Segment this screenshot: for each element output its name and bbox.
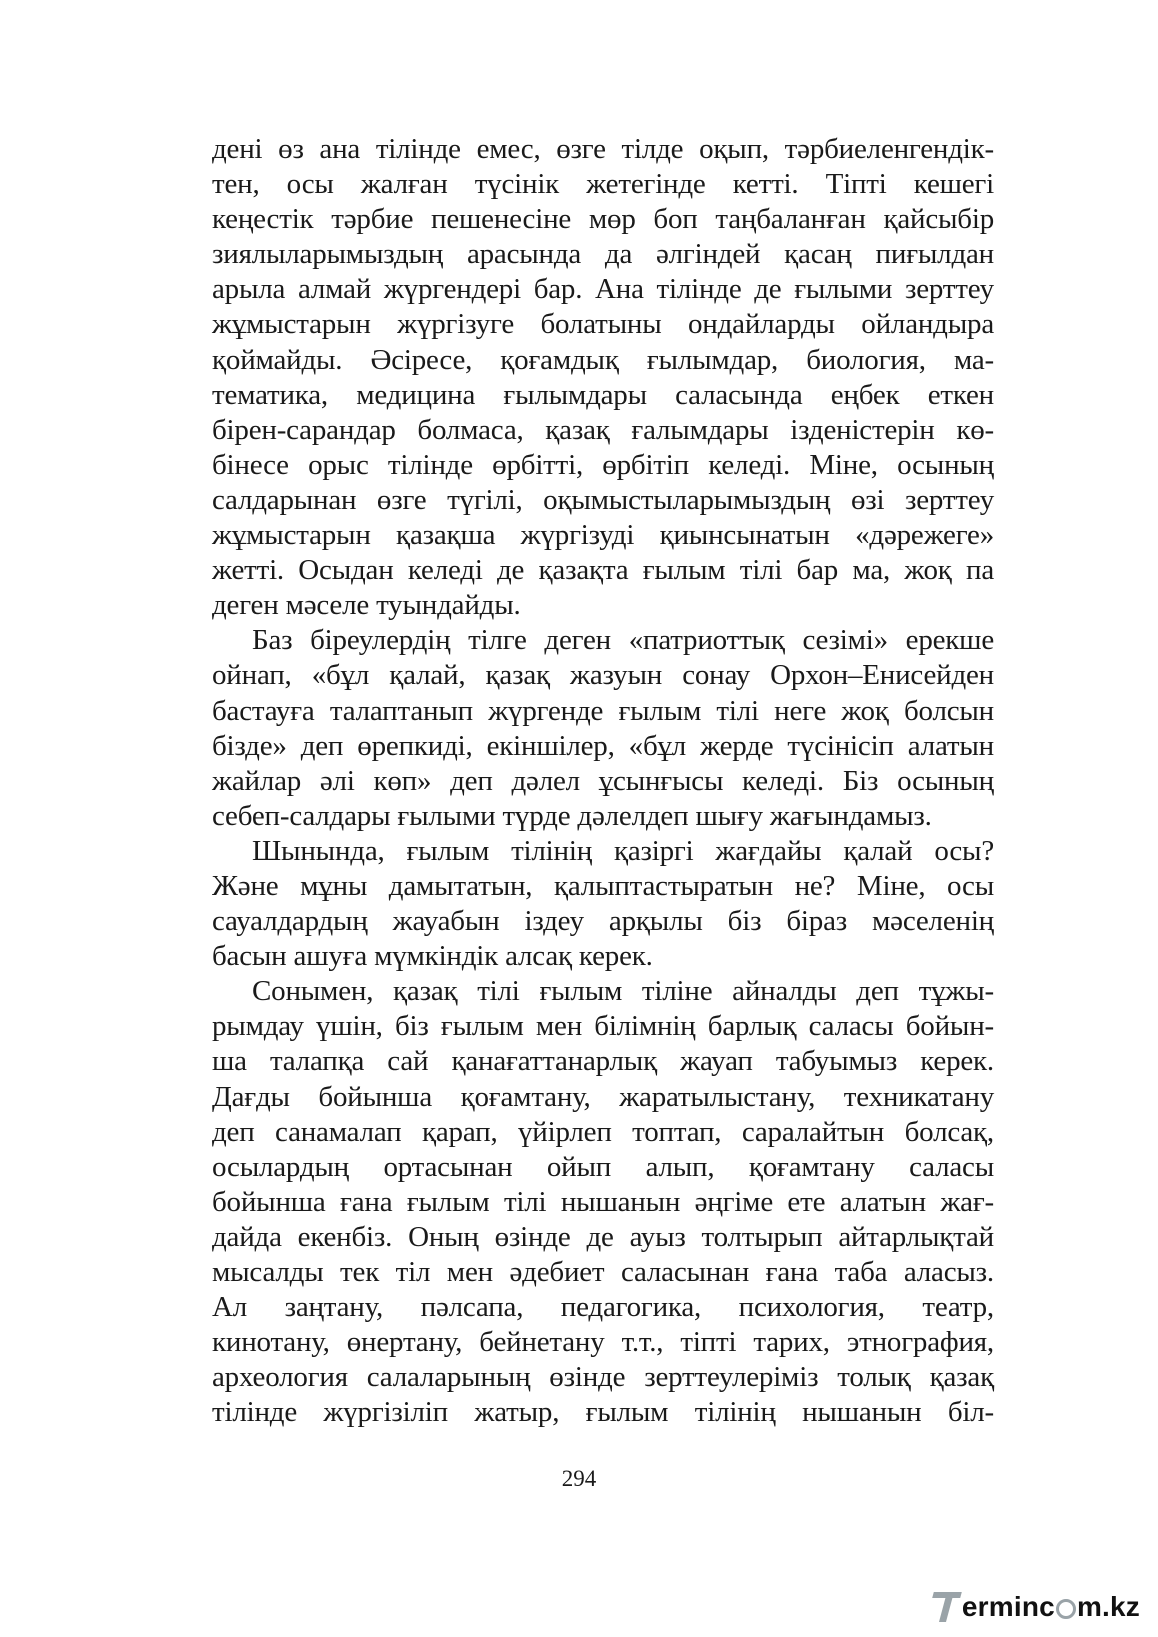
text-line: жетті. Осыдан келеді де қазақта ғылым тілі бар ма, жоқ па (212, 554, 994, 587)
text-line: мысалды тек тіл мен әдебиет саласынан ғана таба аласыз. (212, 1256, 994, 1288)
text-line: сауалдардың жауабын іздеу арқылы біз біраз мәселенің (212, 905, 994, 938)
text-line: дайда екенбіз. Оның өзінде де ауыз толтырып айтарлықтай (212, 1220, 994, 1253)
text-line: қоймайды. Әсіресе, қоғамдық ғылымдар, биология, ма- (212, 343, 994, 376)
site-watermark-logo (933, 1589, 1140, 1625)
text-line: бізде» деп өрепкиді, екіншілер, «бұл жерде түсінісіп алатын (212, 729, 994, 762)
text-line: кеңестік тәрбие пешенесіне мөр боп таңбаланған қайсыбір (212, 203, 994, 236)
text-line: салдарынан өзге түгілі, оқымыстыларымыздың өзі зерттеу (212, 483, 994, 516)
text-line: тематика, медицина ғылымдары саласында еңбек еткен (212, 378, 994, 411)
text-line: Сонымен, қазақ тілі ғылым тіліне айналды деп тұжы- (252, 975, 994, 1008)
text-line: себеп-салдары ғылыми түрде дәлелдеп шығу жағындамыз. (212, 799, 932, 832)
watermark-text-end: m.kz (1076, 1591, 1140, 1622)
watermark-t-letter-icon (933, 1590, 961, 1624)
text-line: бойынша ғана ғылым тілі нышанын әңгіме ете алатын жағ- (212, 1185, 994, 1218)
text-line: жұмыстарын жүргізуге болатыны ондайларды ойландыра (212, 308, 994, 341)
text-line: рымдау үшін, біз ғылым мен білімнің барлық саласы бойын- (212, 1010, 994, 1043)
text-line: ойнап, «бұл қалай, қазақ жазуын сонау Орхон–Енисейден (212, 659, 994, 692)
text-line: бінесе орыс тілінде өрбітті, өрбітіп келеді. Міне, осының (212, 448, 994, 481)
text-line: деп санамалап қарап, үйірлеп топтап, саралайтын болсақ, (212, 1115, 994, 1148)
text-line: басын ашуға мүмкіндік алсақ керек. (212, 940, 653, 973)
text-line: бастауға талаптанып жүргенде ғылым тілі неге жоқ болсын (212, 694, 994, 727)
text-line: жұмыстарын қазақша жүргізуді қиынсынатын «дәрежеге» (212, 519, 994, 552)
text-line: археология салаларының өзінде зерттеулеріміз толық қазақ (212, 1361, 994, 1394)
text-line: ша талапқа сай қанағаттанарлық жауап табуымыз керек. (212, 1045, 994, 1078)
text-line: осылардың ортасынан ойып алып, қоғамтану саласы (212, 1150, 994, 1183)
text-line: тілінде жүргізіліп жатыр, ғылым тілінің нышанын біл- (212, 1396, 994, 1429)
text-line: бірен-сарандар болмаса, қазақ ғалымдары ізденістерін кө- (212, 413, 994, 446)
text-line: тен, осы жалған түсінік жетегінде кетті. Тіпті кешегі (212, 168, 994, 201)
text-line: зиялыларымыздың арасында да әлгіндей қасаң пиғылдан (212, 238, 994, 271)
text-line: жайлар әлі көп» деп дәлел ұсынғысы келеді. Біз осының (212, 764, 994, 797)
text-line: Ал заңтану, пәлсапа, педагогика, психология, театр, (212, 1291, 994, 1324)
text-line: деген мәселе туындайды. (212, 589, 521, 622)
text-line: Баз біреулердің тілге деген «патриоттық сезімі» ерекше (252, 624, 994, 657)
text-line: Шынында, ғылым тілінің қазіргі жағдайы қалай осы? (252, 834, 994, 867)
magnifier-o-icon (1056, 1599, 1076, 1619)
text-line: кинотану, өнертану, бейнетану т.т., тіпті тарих, этнография, (212, 1326, 994, 1359)
text-line: арыла алмай жүргендері бар. Ана тілінде де ғылыми зерттеу (212, 273, 994, 306)
text-line: Және мұны дамытатын, қалыптастыратын не? Міне, осы (212, 869, 994, 902)
text-line: дені өз ана тілінде емес, өзге тілде оқып, тәрбиеленгендік- (212, 133, 994, 165)
page-body-text (212, 132, 994, 1430)
text-line: Дағды бойынша қоғамтану, жаратылыстану, техникатану (212, 1080, 994, 1113)
page-number: 294 (561, 1466, 597, 1491)
watermark-text-start: erminc (961, 1591, 1055, 1622)
